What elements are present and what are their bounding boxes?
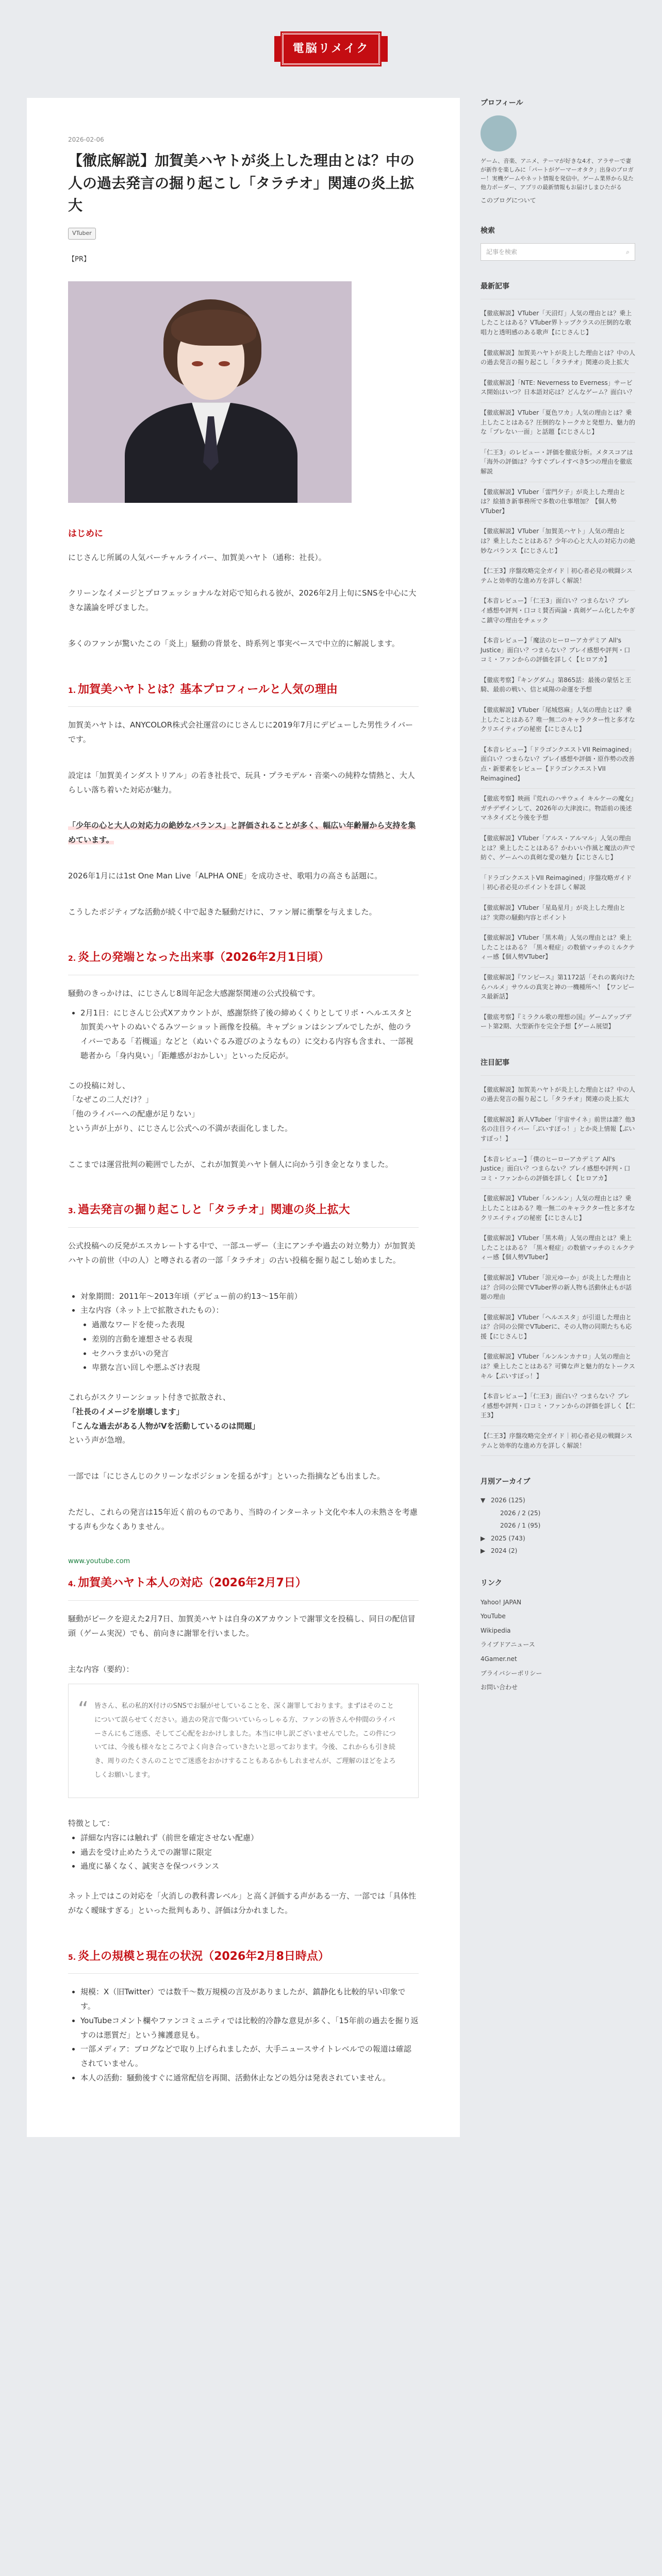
external-link[interactable]: Yahoo! JAPAN: [481, 1598, 522, 1606]
expand-icon[interactable]: ▼: [481, 1496, 486, 1504]
list-item: • 詳細な内容には触れず（前世を確定させない配慮）: [80, 1831, 419, 1845]
sidebar-post-link[interactable]: 【徹底解説】VTuber「雷門夕子」が炎上した理由とは？絵描き新事務所で多数の仕事増加？【個人勢VTuber】: [481, 482, 635, 522]
section-paragraph: これらがスクリーンショット付きで拡散され、: [68, 1393, 230, 1402]
list-item: • YouTubeコメント欄やファンコミュニティでは比較的冷静な意見が多く、「15年前の過去を掘り返すのは悪質だ」という擁護意見も。: [80, 2014, 419, 2043]
links-heading: リンク: [481, 1579, 502, 1587]
profile-widget: [481, 98, 635, 205]
article-title: 【徹底解説】加賀美ハヤトが炎上した理由とは？中の人の過去発言の掘り起こし「タラチオ」関連の炎上拡大: [68, 152, 415, 214]
profile-text: ゲーム、音楽、アニメ、テーマが好きな4才、アラサーで妻が新作を楽しみに「パートがゲーマーオタク」出身のブロガー！実機ゲームやネット情報を発信中。ゲーム業界から見た他力ボーダー、アプリの最新情報もお届けしまひたがる: [481, 157, 634, 191]
section-paragraph: 騒動のきっかけは、にじさんじ8周年記念大感謝祭関連の公式投稿です。: [68, 988, 320, 998]
external-link[interactable]: ライブドアニュース: [481, 1641, 535, 1649]
section-paragraph: 主な内容（要約）：: [68, 1664, 134, 1674]
sidebar-post-link[interactable]: 【仁王3】序盤攻略完全ガイド｜初心者必見の戦闘システムと効率的な進め方を詳しく解説！: [481, 1426, 635, 1456]
article-date: 2026-02-06: [68, 136, 104, 143]
pr-label: 【PR】: [68, 256, 90, 264]
logo-bar-right: [382, 36, 388, 62]
sidebar-post-link[interactable]: 【徹底解説】VTuber「尾城悠麻」人気の理由とは？乗上したことはある？唯一無二のキャラクター性と多才なクリエイティブの秘密【にじさんじ】: [481, 700, 635, 740]
section-paragraph: ただし、これらの発言は15年近く前のものであり、当時のインターネット文化や本人の未熟さを考慮する声も少なくありません。: [68, 1507, 418, 1531]
list-item: • 主な内容（ネット上で拡散されたもの）： • 過激なワードを使った表現 • 差別的言動を連想させる表現 • セクハラまがいの発言 • 卑猥な言い回しや悪ふざけ表現: [80, 1303, 419, 1375]
list-item: • 2月1日：にじさんじ公式Xアカウントが、感謝祭終了後の締めくくりとしてリポ・ヘルエスタと加賀美ハヤトのぬいぐるみツーショット画像を投稿。キャプションはシンプルでしたが、他のライバーである「若槻遥」などと（ぬいぐるみ遊びのようなもの）に交わる内容も含まれ、一部視聴者から「身内臭い」「距離感がおかしい」といった反応が。: [80, 1006, 419, 1063]
sidebar-post-link[interactable]: 【徹底考察】映画『荒れのハサウェイ キルケーの魔女』ガチデザインして、2026年の大津波に。物語前の後述マネタイズと今後を予想: [481, 789, 635, 828]
sidebar-post-link[interactable]: 【本音レビュー】「僕のヒーローアカデミア All's Justice」面白い？つまらない？プレイ感想や評判・口コミ・ファンからの評価を詳しく【ヒロアカ】: [481, 1149, 635, 1189]
bullet-list: [80, 1006, 419, 1063]
search-input[interactable]: [481, 243, 635, 261]
section-heading: 4. 加賀美ハヤト本人の対応（2026年2月7日）: [68, 1573, 419, 1601]
logo-bar-left: [274, 36, 280, 62]
sidebar-post-link[interactable]: 【徹底解説】VTuber「黒木萌」人気の理由とは？乗上したことはある？「黒々軽症」の数値マッチのミルクティー感【個人勢VTuber】: [481, 928, 635, 968]
sidebar-post-link[interactable]: 【徹底解説】VTuber「アルス・アルマル」人気の理由とは？乗上したことはある？かわいい作風と魔法の声で紡ぐ、ゲームへの真剣な愛の魅力【にじさんじ】: [481, 828, 635, 868]
profile-heading: プロフィール: [481, 99, 523, 107]
section-heading: 2. 炎上の発端となった出来事（2026年2月1日頃）: [68, 947, 419, 975]
search-heading: 検索: [481, 227, 495, 235]
list-item: • 規模：X（旧Twitter）では数千〜数万規模の言及がありましたが、鎮静化も比較的早い印象です。: [80, 1985, 419, 2014]
sidebar-post-link[interactable]: 【徹底解説】VTuber「ルンルンカナロ」人気の理由とは？乗上したことはある？可憐な声と魅力的なトークスキル【ぶいすぽっ！】: [481, 1347, 635, 1386]
site-header: [0, 0, 662, 98]
sidebar-post-link[interactable]: 【仁王3】序盤攻略完全ガイド｜初心者必見の戦闘システムと効率的な進め方を詳しく解説！: [481, 561, 635, 591]
hero-image: [68, 281, 352, 503]
section-paragraph: という声が上がり、にじさんじ公式への不満が表面化しました。: [68, 1123, 293, 1133]
privacy-link[interactable]: プライバシーポリシー: [481, 1669, 542, 1677]
list-item: • 一部メディア：ブログなどで取り上げられましたが、大手ニュースサイトレベルでの報道は確認されていません。: [80, 2042, 419, 2071]
sidebar-post-link[interactable]: 【徹底解説】加賀美ハヤトが炎上した理由とは？中の人の過去発言の掘り起こし「タラチオ」関連の炎上拡大: [481, 343, 635, 373]
list-item: • 本人の活動：騒動後すぐに通常配信を再開、活動休止などの処分は発表されていません。: [80, 2071, 419, 2086]
section-paragraph: という声が急増。: [68, 1435, 130, 1445]
recent-heading: 最新記事: [481, 282, 509, 291]
sidebar-post-link[interactable]: 【徹底解説】VTuber「加賀美ハヤト」人気の理由とは？乗上したことはある？少年の心と大人の対応力の絶妙なバランス【にじさんじ】: [481, 521, 635, 561]
archive-year[interactable]: ▼ 2026 (125): [481, 1494, 635, 1507]
sidebar-post-link[interactable]: 【徹底解説】VTuber「ルンルン」人気の理由とは？乗上したことはある？唯一無二のキャラクター性と多才なクリエイティブの秘密【にじさんじ】: [481, 1189, 635, 1228]
search-widget: [481, 226, 635, 261]
apology-quote: “ 皆さん、私の私的X付けのSNSでお騒がせしていることを、深く謝罪しております。まずはそのことについて誤らせてください。過去の発言で傷ついていらっしゃる方、ファンの皆さんや仲間のライバーさんにもご迷惑、そしてご心配をおかけしました。本当に申し訳ございませんでした。この件については、今後も様々なところでよく向き合っていきたいと思っております。今後、これからも引き続き、周りのたくさんのことでご迷惑をおかけすることもあるかもしれませんが、ご理解のほどをよろしくお願いします。: [68, 1684, 419, 1798]
archive-heading: 月別アーカイブ: [481, 1478, 531, 1486]
sidebar-post-link[interactable]: 【徹底解説】VTuber「夏色ワカ」人気の理由とは？乗上したことはある？圧倒的なトークカと発想力、魅力的な「プレない一面」と話題【にじさんじ】: [481, 403, 635, 443]
featured-list: [481, 1080, 635, 1456]
quoted-reaction: 「他のライバーへの配慮が足りない」: [68, 1109, 200, 1119]
featured-heading: 注目記事: [481, 1058, 509, 1067]
sidebar-post-link[interactable]: 【徹底解説】『ワンピース』第1172話「それの裏向けたらハルメ」サウルの真実と神の一機種所へ！【ワンピース最新話】: [481, 968, 635, 1007]
quoted-reaction: 「こんな過去がある人物がVを活動しているのは問題」: [68, 1421, 260, 1431]
search-icon[interactable]: ⌕: [626, 248, 630, 256]
sidebar-post-link[interactable]: 【徹底解説】VTuber「天沼灯」人気の理由とは？乗上したことはある？VTuber界トップクラスの圧倒的な歌唱力と透明感のある歌声【にじさんじ】: [481, 303, 635, 343]
list-item: • 過去を受け止めたうえでの謝罪に限定: [80, 1845, 419, 1860]
section-heading: 3. 過去発言の掘り起こしと「タラチオ」関連の炎上拡大: [68, 1200, 419, 1228]
section-paragraph: ここまでは運営批判の範囲でしたが、これが加賀美ハヤト個人に向かう引き金となりました。: [68, 1159, 393, 1169]
featured-posts-widget: [481, 1058, 635, 1456]
sidebar-post-link[interactable]: 【徹底解説】VTuber「ヘルエスタ」が引退した理由とは？合同の公開でVTuberに、その人物の同期たちも応援【にじさんじ】: [481, 1308, 635, 1347]
archive-widget: [481, 1477, 635, 1557]
section-paragraph: 特徴として：: [68, 1819, 115, 1828]
sidebar-post-link[interactable]: 【徹底考察】『キングダム』第865話：最後の蒙恬と王騎、最前の戦い、信と咸陽の命運を予想: [481, 670, 635, 700]
site-logo[interactable]: [273, 33, 390, 65]
archive-year[interactable]: ▶ 2024 (2): [481, 1545, 635, 1557]
section-paragraph: ネット上ではこの対応を「火消しの教科書レベル」と高く評価する声がある一方、一部では「具体性がなく曖昧すぎる」といった批判もあり、評価は分かれました。: [68, 1891, 417, 1915]
section-paragraph: 公式投稿への反発がエスカレートする中で、一部ユーザー（主にアンチや過去の対立勢力）が加賀美ハヤトの前世（中の人）と噂される者の一部「タラチオ」の古い投稿を掘り起こし始めました。: [68, 1241, 416, 1265]
external-link[interactable]: 4Gamer.net: [481, 1655, 517, 1663]
sidebar-post-link[interactable]: 【徹底解説】VTuber「涼元ゆーか」が炎上した理由とは？合同の公開でVTuber界の新人物も活動休止もが話題の理由: [481, 1268, 635, 1308]
section-paragraph: 騒動がピークを迎えた2月7日、加賀美ハヤトは自身のXアカウントで謝罪文を投稿し、同日の配信冒頭（ゲーム実況）でも、前向きに謝罪を行いました。: [68, 1614, 416, 1638]
list-item: • 差別的言動を連想させる表現: [92, 1332, 419, 1347]
intro-paragraph: クリーンなイメージとプロフェッショナルな対応で知られる彼が、2026年2月上旬にSNSを中心に大きな議論を呼びました。: [68, 588, 417, 613]
section-paragraph: 一部では「にじさんじのクリーンなポジションを揺るがす」といった指摘なども出ました。: [68, 1471, 385, 1481]
section-heading: 1. 加賀美ハヤトとは？基本プロフィールと人気の理由: [68, 680, 419, 707]
sidebar-post-link[interactable]: 「ドラゴンクエストVII Reimagined」序盤攻略ガイド｜初心者必見のポイントを詳しく解説: [481, 868, 635, 898]
section-paragraph: 加賀美ハヤトは、ANYCOLOR株式会社運営のにじさんじに2019年7月にデビューした男性ライバーです。: [68, 720, 413, 744]
section-paragraph: こうしたポジティブな活動が続く中で起きた騒動だけに、ファン層に衝撃を与えました。: [68, 907, 377, 917]
sidebar-post-link[interactable]: 「仁王3」のレビュー・評価を徹底分析。メタスコアは「海外の評価は？今すぐプレイすべき5つの理由を徹底解説: [481, 443, 635, 482]
bullet-list: [80, 1290, 419, 1376]
external-link[interactable]: YouTube: [481, 1613, 506, 1620]
list-item: • セクハラまがいの発言: [92, 1347, 419, 1361]
category-tag[interactable]: VTuber: [68, 228, 96, 239]
quoted-reaction: 「社長のイメージを崩壊します」: [68, 1406, 184, 1416]
article: [27, 98, 460, 2137]
sub-list: [92, 1318, 419, 1375]
bullet-list: [80, 1985, 419, 2085]
sidebar-post-link[interactable]: 【徹底解説】「NTE: Neverness to Everness」サービス開始はいつ？日本語対応は？どんなゲーム？面白い？: [481, 373, 635, 403]
recent-posts-widget: [481, 281, 635, 1037]
intro-paragraph: にじさんじ所属の人気バーチャルライバー、加賀美ハヤト（通称：社長）。: [68, 552, 326, 562]
intro-paragraph: 多くのファンが驚いたこの「炎上」騒動の背景を、時系列と事実ベースで中立的に解説します。: [68, 638, 400, 648]
logo-text: 電脳リメイク: [282, 33, 380, 65]
sidebar: [481, 98, 635, 1716]
sidebar-post-link[interactable]: 【徹底解説】加賀美ハヤトが炎上した理由とは？中の人の過去発言の掘り起こし「タラチオ」関連の炎上拡大: [481, 1080, 635, 1110]
quoted-reaction: 「なぜこの二人だけ？」: [68, 1095, 154, 1105]
archive-list: [481, 1494, 635, 1557]
sidebar-post-link[interactable]: 【徹底考察】『ミラクル歌の理想の国』ゲームアップデート第2期、大型新作を完全予想【ゲーム展望】: [481, 1007, 635, 1037]
links-widget: [481, 1578, 635, 1695]
sidebar-post-link[interactable]: 【徹底解説】VTuber「黒木萌」人気の理由とは？乗上したことはある？「黒々軽症」の数値マッチのミルクティー感【個人勢VTuber】: [481, 1228, 635, 1268]
expand-icon[interactable]: ▶: [481, 1547, 486, 1555]
sidebar-post-link[interactable]: 【本音レビュー】「仁王3」面白い？つまらない？プレイ感想や評判・口コミ賛否両論・真剣ゲーム化したやぎこ鎮守の理由をチェック: [481, 591, 635, 631]
archive-year[interactable]: ▶ 2025 (743): [481, 1532, 635, 1545]
archive-month[interactable]: 2026 / 1 (95): [500, 1522, 541, 1530]
list-item: • 卑猥な言い回しや悪ふざけ表現: [92, 1361, 419, 1375]
list-item: • 対象期間：2011年〜2013年頃（デビュー前の約13〜15年前）: [80, 1290, 419, 1304]
source-link[interactable]: www.youtube.com: [68, 1557, 130, 1566]
sidebar-post-link[interactable]: 【本音レビュー】「魔法のヒーローアカデミア All's Justice」面白い？つまらない？プレイ感想や評判・口コミ・ファンからの評価を詳しく【ヒロアカ】: [481, 631, 635, 670]
section-paragraph: 設定は「加賀美インダストリアル」の若き社長で、玩具・プラモデル・音楽への純粋な情熱と、大人らしい落ち着いた対応が魅力。: [68, 770, 415, 794]
sidebar-post-link[interactable]: 【徹底解説】新人VTuber「宇宙サイネ」前世は誰？他3名の注目ライバー「ぶいすぽっ！」とか炎上情報【ぶいすぽっ！】: [481, 1110, 635, 1149]
list-item: • 過激なワードを使った表現: [92, 1318, 419, 1332]
bullet-list: [80, 1831, 419, 1874]
expand-icon[interactable]: ▶: [481, 1534, 486, 1542]
section-paragraph: 2026年1月には1st One Man Live「ALPHA ONE」を成功させ、歌唱力の高さも話題に。: [68, 871, 383, 880]
search-placeholder: 記事を検索: [486, 248, 518, 256]
about-link[interactable]: このブログについて: [481, 196, 536, 204]
section-paragraph: この投稿に対し、: [68, 1080, 130, 1090]
quote-mark-icon: “: [78, 1698, 89, 1722]
page-wrapper: [27, 98, 635, 2137]
divider: [481, 1075, 635, 1076]
external-link[interactable]: Wikipedia: [481, 1626, 511, 1634]
links-list: [481, 1596, 635, 1695]
section-paragraph: 「少年の心と大人の対応力の絶妙なバランス」と評価されることが多く、幅広い年齢層から支持を集めています。: [68, 821, 416, 845]
avatar: [481, 115, 517, 151]
sidebar-post-link[interactable]: 【本音レビュー】「ドラゴンクエストVII Reimagined」面白い？つまらない？プレイ感想や評価・原作勢の改善点・新要素をレビュー【ドラゴンクエストVII Reimagined】: [481, 740, 635, 789]
recent-list: [481, 303, 635, 1037]
sidebar-post-link[interactable]: 【徹底解説】VTuber「星島星月」が炎上した理由とは？実際の騒動内容とポイント: [481, 898, 635, 928]
contact-link[interactable]: お問い合わせ: [481, 1684, 518, 1691]
sidebar-post-link[interactable]: 【本音レビュー】「仁王3」面白い？つまらない？プレイ感想や評判・口コミ・ファンからの評価を詳しく【仁王3】: [481, 1386, 635, 1426]
archive-month[interactable]: 2026 / 2 (25): [500, 1509, 541, 1517]
intro-heading: はじめに: [68, 529, 103, 539]
list-item: • 過度に暴くなく、誠実さを保つバランス: [80, 1859, 419, 1874]
character-fringe: [171, 310, 256, 346]
section-heading: 5. 炎上の規模と現在の状況（2026年2月8日時点）: [68, 1946, 419, 1974]
